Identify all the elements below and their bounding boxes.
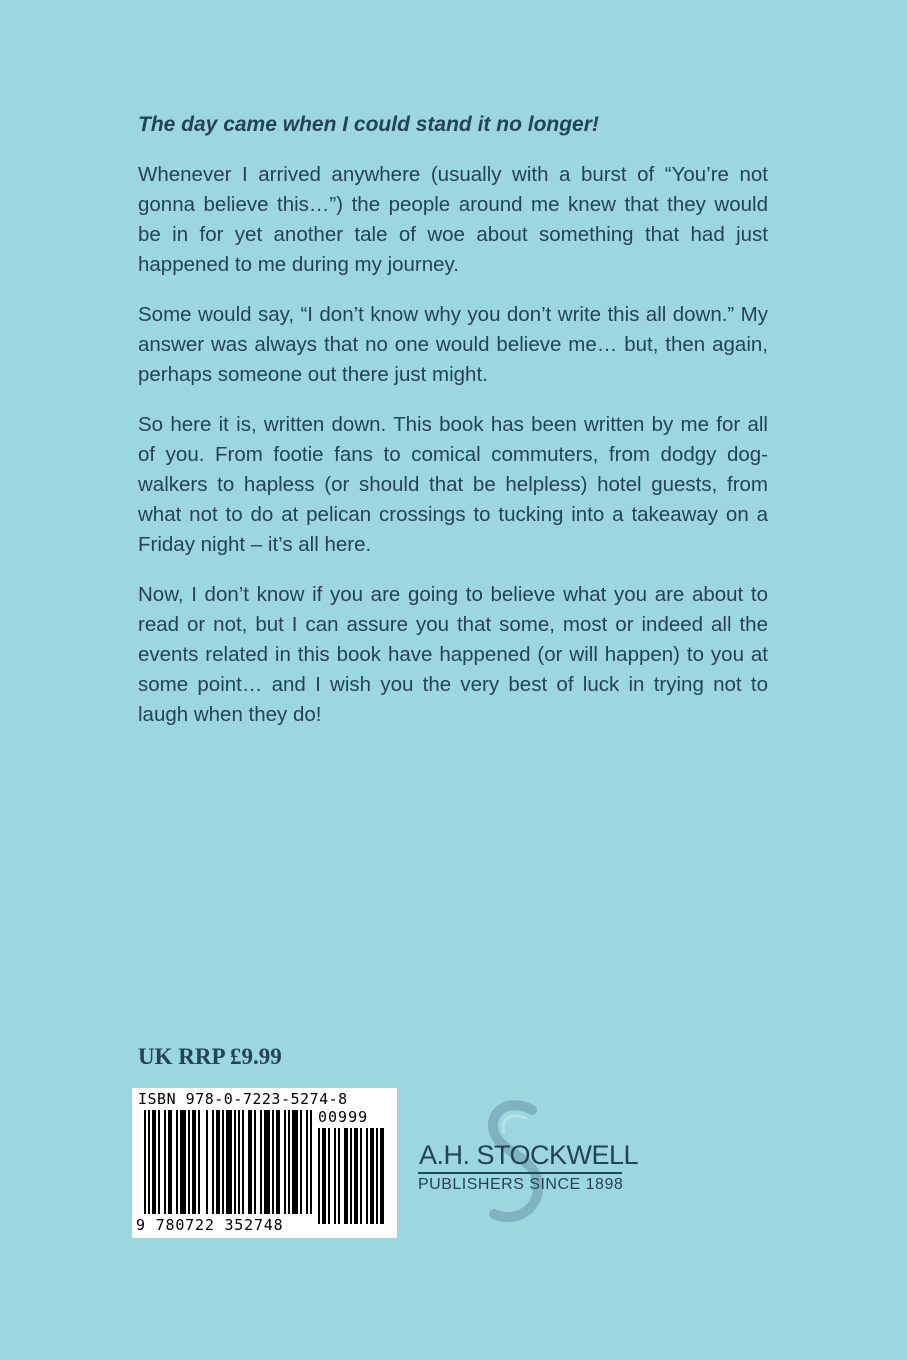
isbn-barcode bbox=[132, 1088, 397, 1238]
publisher-tagline: PUBLISHERS SINCE 1898 bbox=[418, 1176, 624, 1193]
blurb bbox=[138, 110, 768, 750]
publisher-name: A.H. STOCKWELL bbox=[419, 1140, 639, 1170]
price-addon-number: 00999 bbox=[318, 1108, 369, 1126]
publisher-divider bbox=[418, 1172, 622, 1174]
addon-bars bbox=[318, 1128, 392, 1228]
blurb-paragraph: Whenever I arrived anywhere (usually with a burst of “You’re not gonna believe this…”) the people around me knew that they would be in for yet another tale of woe about something that had just happened to me during my journey. bbox=[138, 163, 768, 276]
blurb-paragraph: Now, I don’t know if you are going to believe what you are about to read or not, but I can assure you that some, most or indeed all the events related in this book have happened (or will happen) to you at some point… and I wish you the very best of luck in trying not to laugh when they do! bbox=[138, 583, 768, 726]
isbn-number: ISBN 978-0-7223-5274-8 bbox=[138, 1090, 348, 1108]
blurb-headline: The day came when I could stand it no longer! bbox=[138, 113, 599, 136]
price-label: UK RRP £9.99 bbox=[138, 1044, 282, 1069]
blurb-paragraph: Some would say, “I don’t know why you don’t write this all down.” My answer was always that no one would believe me… but, then again, perhaps someone out there just might. bbox=[138, 303, 768, 386]
ean-bars bbox=[144, 1110, 314, 1218]
ean-number: 9 780722 352748 bbox=[136, 1216, 284, 1234]
publisher-logo bbox=[410, 1100, 640, 1230]
blurb-paragraph: So here it is, written down. This book has been written by me for all of you. From footie fans to comical commuters, from dodgy dog-walkers to hapless (or should that be helpless) hotel guests, from what not to do at pelican crossings to tucking into a takeaway on a Friday night – it’s all here. bbox=[138, 413, 768, 556]
